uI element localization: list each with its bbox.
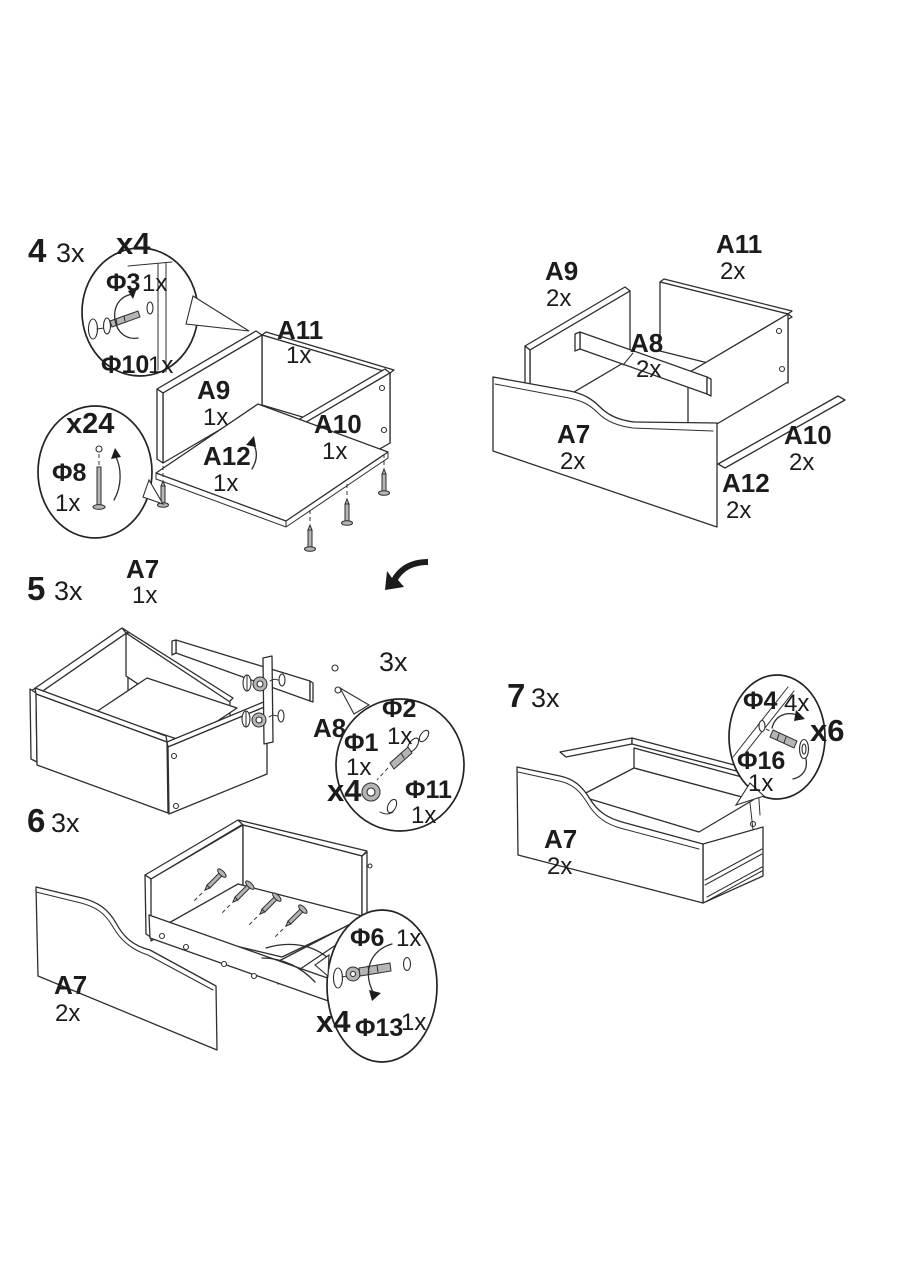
hardware-label: Φ13: [355, 1014, 404, 1042]
step-repeat-count: 3x: [531, 683, 560, 713]
part-count: 1x: [286, 342, 312, 369]
step-repeat-count: 3x: [54, 576, 83, 606]
rail-a8-endcap: [707, 377, 711, 396]
hole-icon: [332, 665, 338, 671]
part-count: 2x: [636, 356, 662, 383]
part-label: A11: [716, 229, 763, 259]
part-count: 1x: [203, 404, 229, 431]
hardware-label: Φ1: [344, 729, 379, 757]
hardware-label: Φ4: [743, 687, 778, 715]
part-label: A7: [544, 824, 578, 854]
part-label: A7: [557, 419, 591, 449]
hardware-label: Φ2: [382, 695, 417, 723]
hardware-count: 1x: [401, 1009, 427, 1036]
hole-icon: [380, 386, 385, 391]
back-panel-edge: [263, 656, 273, 744]
panel-a9-front-edge: [157, 389, 163, 463]
hole-icon: [222, 962, 227, 967]
hardware-qty-badge: x24: [66, 408, 115, 440]
flip-arrow-icon: [385, 559, 428, 590]
step-4-section: [28, 226, 394, 551]
step-6-section: [27, 802, 437, 1062]
screw-icon: [342, 484, 353, 525]
step-number: 6: [27, 802, 46, 839]
part-label: A8: [313, 713, 347, 743]
part-count: 2x: [726, 497, 752, 524]
part-label: A10: [784, 420, 832, 450]
part-count: 2x: [55, 1000, 81, 1027]
hardware-qty-badge: x4: [116, 226, 151, 261]
assembled-drawer-view: [493, 229, 845, 527]
hardware-count: 1x: [142, 270, 168, 297]
hardware-label: Φ11: [405, 776, 452, 804]
step-repeat-count: 3x: [56, 238, 85, 268]
hardware-bubble-x24: [38, 406, 163, 538]
step-repeat-count: 3x: [51, 808, 80, 838]
part-label: A9: [545, 256, 579, 286]
part-count: 2x: [789, 449, 815, 476]
step-number: 4: [28, 232, 47, 269]
hardware-count: 1x: [748, 770, 774, 797]
hardware-count: 4x: [784, 690, 810, 717]
part-label: A12: [203, 441, 251, 471]
screw-icon: [305, 510, 316, 551]
hardware-qty-badge: x4: [316, 1004, 351, 1039]
hole-icon: [174, 804, 179, 809]
step-number: 5: [27, 570, 46, 607]
hardware-label: Φ3: [106, 269, 141, 297]
hardware-qty-badge: x4: [327, 773, 362, 808]
part-count: 2x: [546, 285, 572, 312]
hole-icon: [780, 367, 785, 372]
hardware-set-count: 3x: [379, 647, 408, 677]
part-label: A9: [197, 375, 231, 405]
step-4-box-drawing: [156, 331, 394, 551]
part-count: 2x: [720, 258, 746, 285]
hole-icon: [382, 428, 387, 433]
step-5-section: [27, 554, 464, 831]
rail-a8-endcap: [575, 332, 580, 351]
part-count: 2x: [560, 448, 586, 475]
part-label: A8: [630, 328, 664, 358]
hardware-bubble-step7: [729, 675, 844, 805]
hardware-label: Φ6: [350, 924, 385, 952]
part-count: 1x: [132, 582, 158, 609]
hardware-label: Φ8: [52, 459, 87, 487]
hardware-label: Φ10: [101, 351, 150, 379]
hole-icon: [160, 934, 165, 939]
hardware-qty-badge: x6: [810, 713, 845, 748]
hole-icon: [252, 974, 257, 979]
part-count: 1x: [322, 438, 348, 465]
hardware-count: 1x: [396, 925, 422, 952]
rail-a8-endcap: [172, 640, 176, 655]
part-count: 2x: [547, 853, 573, 880]
hardware-bubble-step5: [327, 688, 464, 831]
part-label: A12: [722, 468, 770, 498]
part-label: A7: [126, 554, 160, 584]
step-7-section: [507, 675, 844, 903]
step-number: 7: [507, 677, 526, 714]
panel-a7: [493, 377, 717, 527]
hole-icon: [172, 754, 177, 759]
part-label: A11: [277, 315, 324, 345]
hardware-count: 1x: [346, 754, 372, 781]
wall-top-edge: [560, 738, 632, 757]
hardware-count: 1x: [411, 802, 437, 829]
rail-a8-endcap: [310, 681, 313, 702]
part-label: A10: [314, 409, 362, 439]
hole-icon: [184, 945, 189, 950]
hardware-label: Φ16: [737, 747, 786, 775]
hole-icon: [777, 329, 782, 334]
step-5-box-drawing: [30, 628, 341, 814]
hardware-count: 1x: [148, 352, 174, 379]
hardware-count: 1x: [55, 490, 81, 517]
hardware-count: 1x: [387, 723, 413, 750]
part-count: 1x: [213, 470, 239, 497]
hole-icon: [368, 864, 372, 868]
part-label: A7: [54, 970, 88, 1000]
